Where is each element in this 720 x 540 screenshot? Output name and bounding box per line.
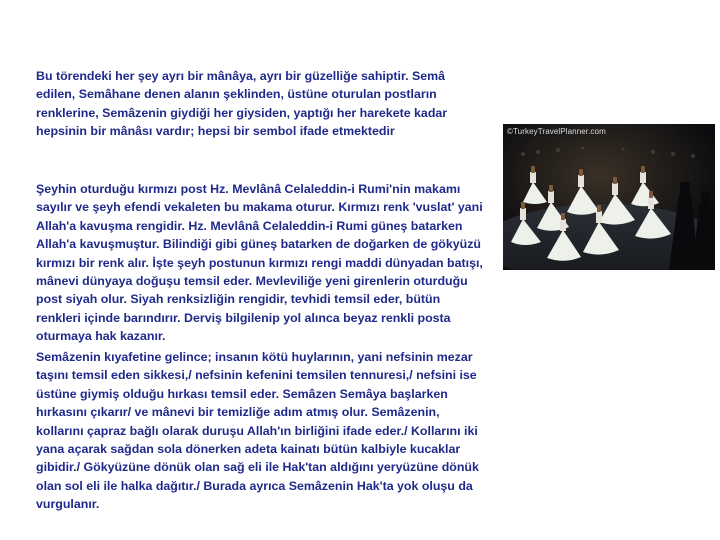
paragraph-semazen-attire: Semâzenin kıyafetine gelince; insanın kötü huylarının, yani nefsinin mezar taşını temsil eden sikkesi,/ nefsinin kefenini temsilen tennuresi,/ nefsini ise üstüne giymiş olduğu hırkası temsil eder. Semâzen Semâya başlarken hırkasını çıkarır/ ve mânevi bir temizliğe adım atmış olur. Semâzenin, kollarını çapraz bağlı olarak duruşu Allah'ın birliğini ifade eder./ Kollarını iki yana açarak sağdan sola dönerken adeta kainatı bütün kalbiyle kucaklar gibidir./ Gökyüzüne dönük olan sağ eli ile Hak'tan aldığını yeryüzüne dönük olan sol eli ile halka dağıtır./ Burada ayrıca Semâzenin Hak'ta yok oluşu da vurgulanır. [36,350,479,512]
dervish-scene-illustration [503,124,715,270]
paragraph-sheikh-post: Şeyhin oturduğu kırmızı post Hz. Mevlânâ Celaleddin-i Rumi'nin makamı sayılır ve şeyh efendi vekaleten bu makama oturur. Kırmızı renk 'vuslat' yani Allah'a kavuşma rengidir. Hz. Mevlânâ Celaleddin-i Rumi güneş batarken Allah'a kavuşmuştur. Bilindiği gibi güneş batarken de doğarken de gökyüzü kırmızı bir renk alır. İşte şeyh postunun kırmızı rengi maddi dünyadan batışı, mânevi dünyaya doğuşu temsil eder. Mevleviliğe yeni girenlerin oturduğu post siyah olur. Siyah renksizliğin rengidir, tevhidi temsil eder, bütün renkleri içinde barındırır. Derviş bilgilenip yol alınca beyaz renkli posta oturmaya hak kazanır. [36,182,483,344]
photo-watermark: ©TurkeyTravelPlanner.com [507,127,606,136]
whirling-dervishes-photo [503,124,715,270]
paragraph-ceremony-meaning: Bu törendeki her şey ayrı bir mânâya, ayrı bir güzelliğe sahiptir. Semâ edilen, Semâhane denen alanın şeklinden, üstüne oturulan postların renklerine, Semâzenin giydiği her giysiden, yaptığı her harekete kadar hepsinin bir mânâsı vardır; hepsi bir sembol ifade etmektedir [36,69,448,139]
